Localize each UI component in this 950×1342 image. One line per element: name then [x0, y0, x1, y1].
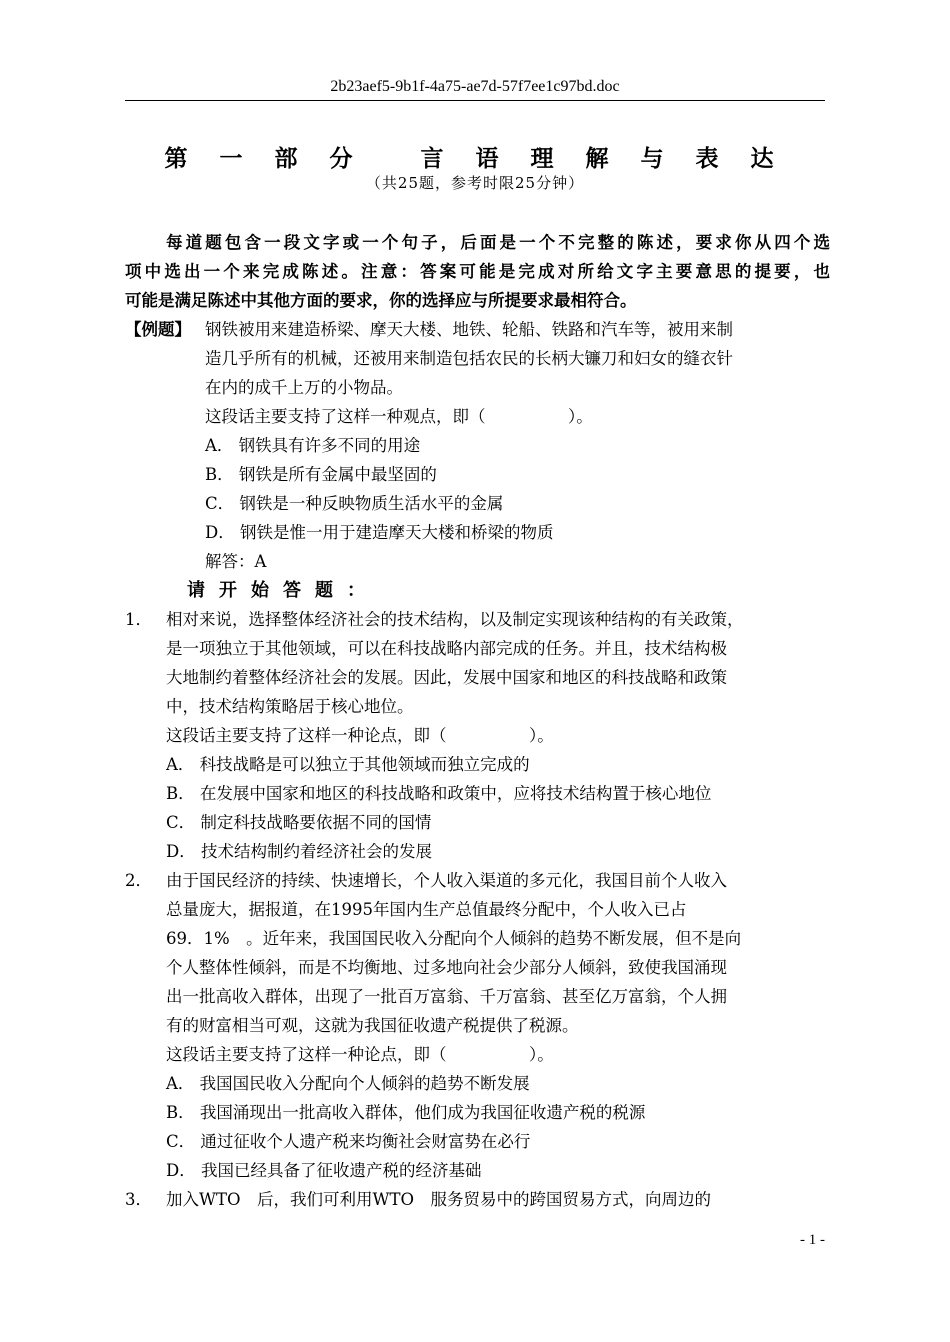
question-text-line: 是一项独立于其他领域，可以在科技战略内部完成的任务。并且，技术结构极	[166, 639, 727, 658]
question-option: C． 制定科技战略要依据不同的国情	[166, 813, 432, 832]
title-part: 第 一 部 分	[164, 146, 365, 172]
question-option: D． 我国已经具备了征收遗产税的经济基础	[166, 1161, 482, 1180]
header-filename: 2b23aef5-9b1f-4a75-ae7d-57f7ee1c97bd.doc	[330, 78, 620, 95]
question-text-line: 大地制约着整体经济社会的发展。因此，发展中国家和地区的科技战略和政策	[166, 668, 727, 687]
question-option: B． 在发展中国家和地区的科技战略和政策中，应将技术结构置于核心地位	[166, 784, 712, 803]
question-option: A． 我国国民收入分配向个人倾斜的趋势不断发展	[166, 1074, 530, 1093]
question-text-line: 69．1% 。近年来，我国国民收入分配向个人倾斜的趋势不断发展，但不是向	[166, 929, 742, 948]
example-tag: 【例题】	[125, 320, 191, 339]
page-title	[0, 140, 950, 173]
title-name: 言 语 理 解 与 表 达	[420, 146, 786, 172]
example-text-line: 造几乎所有的机械，还被用来制造包括农民的长柄大镰刀和妇女的缝衣针	[205, 349, 733, 368]
question-text-line: 中，技术结构策略居于核心地位。	[166, 697, 414, 716]
question-text-line: 相对来说，选择整体经济社会的技术结构，以及制定实现该种结构的有关政策，	[166, 610, 744, 629]
question-text-line: 总量庞大，据报道，在1995年国内生产总值最终分配中，个人收入已占	[166, 900, 687, 919]
header-rule	[125, 100, 825, 101]
example-option-a: A． 钢铁具有许多不同的用途	[205, 436, 421, 455]
start-label: 请开始答题：	[187, 580, 379, 601]
instructions-line: 每道题包含一段文字或一个句子，后面是一个不完整的陈述，要求你从四个选	[166, 233, 830, 252]
question-text-line: 有的财富相当可观，这就为我国征收遗产税提供了税源。	[166, 1016, 579, 1035]
document-body	[125, 228, 830, 1214]
page-subtitle: （共25题，参考时限25分钟）	[365, 174, 585, 192]
question-1-first-line	[125, 605, 830, 634]
question-2-first-line	[125, 866, 830, 895]
example-answer: 解答：A	[205, 552, 267, 571]
question-text-line: 出一批高收入群体，出现了一批百万富翁、千万富翁、甚至亿万富翁，个人拥	[166, 987, 727, 1006]
question-option: D． 技术结构制约着经济社会的发展	[166, 842, 432, 861]
question-3-first-line	[125, 1185, 830, 1214]
question-option: A． 科技战略是可以独立于其他领域而独立完成的	[166, 755, 530, 774]
instructions-line: 可能是满足陈述中其他方面的要求，你的选择应与所提要求最相符合。	[125, 291, 637, 310]
example-option-b: B． 钢铁是所有金属中最坚固的	[205, 465, 437, 484]
question-number: 3．	[125, 1190, 152, 1209]
question-text-line: 加入WTO 后，我们可利用WTO 服务贸易中的跨国贸易方式，向周边的	[166, 1190, 711, 1209]
instructions-line: 项中选出一个来完成陈述。注意：答案可能是完成对所给文字主要意思的提要，也	[125, 262, 830, 281]
example-option-d: D． 钢铁是惟一用于建造摩天大楼和桥梁的物质	[205, 523, 554, 542]
example-first-line	[125, 315, 830, 344]
question-number: 1．	[125, 610, 152, 629]
example-text-line: 钢铁被用来建造桥梁、摩天大楼、地铁、轮船、铁路和汽车等，被用来制	[205, 320, 733, 339]
example-option-c: C． 钢铁是一种反映物质生活水平的金属	[205, 494, 504, 513]
page-number: - 1 -	[800, 1232, 825, 1248]
question-text-line: 由于国民经济的持续、快速增长，个人收入渠道的多元化，我国目前个人收入	[166, 871, 727, 890]
example-text-line: 在内的成千上万的小物品。	[205, 378, 403, 397]
example-question: 这段话主要支持了这样一种观点，即（ ）。	[205, 407, 593, 426]
question-option: C． 通过征收个人遗产税来均衡社会财富势在必行	[166, 1132, 531, 1151]
question-number: 2．	[125, 871, 152, 890]
question-option: B． 我国涌现出一批高收入群体，他们成为我国征收遗产税的税源	[166, 1103, 646, 1122]
question-prompt: 这段话主要支持了这样一种论点，即（ ）。	[166, 726, 554, 745]
question-prompt: 这段话主要支持了这样一种论点，即（ ）。	[166, 1045, 554, 1064]
question-text-line: 个人整体性倾斜，而是不均衡地、过多地向社会少部分人倾斜，致使我国涌现	[166, 958, 727, 977]
